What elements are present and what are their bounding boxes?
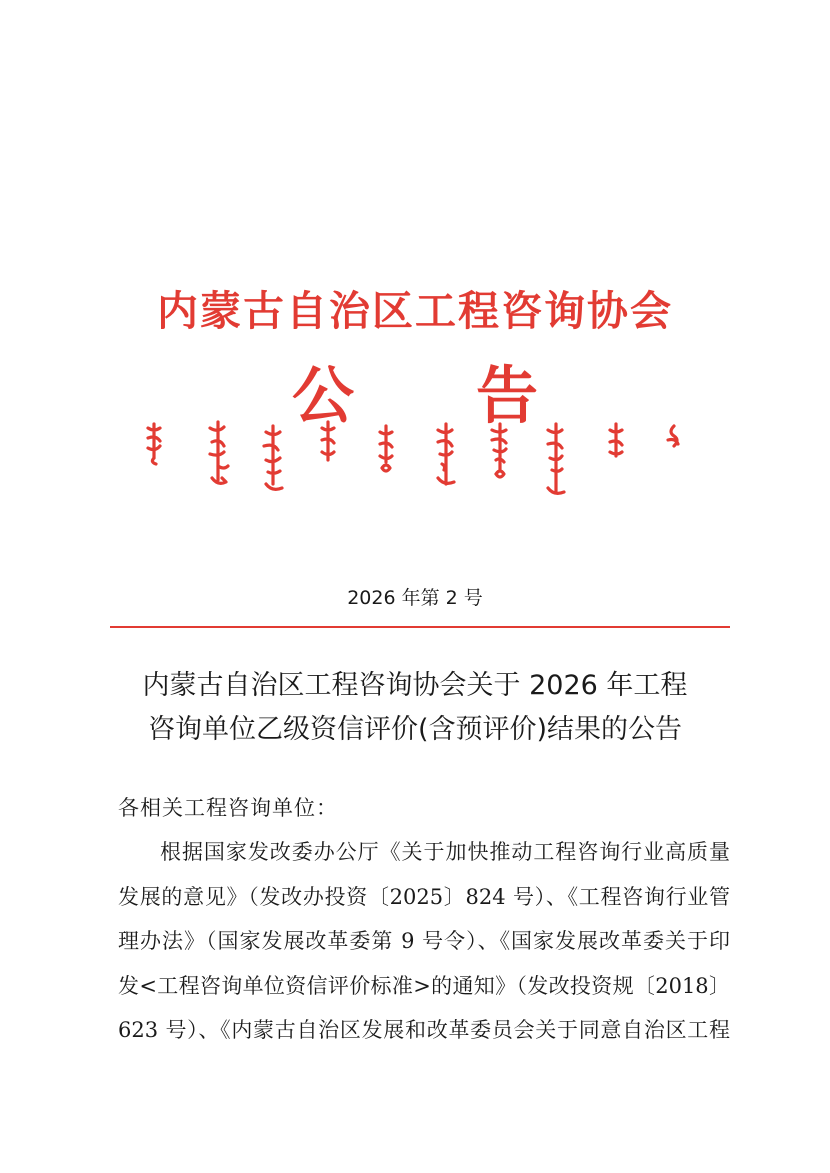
body-line: 623 号）、《内蒙古自治区发展和改革委员会关于同意自治区工程 [118, 1018, 730, 1042]
body-line: 发展的意见》（发改办投资〔2025〕824 号）、《工程咨询行业管 [118, 884, 730, 909]
body-paragraph [118, 830, 730, 1053]
document-title [100, 664, 730, 752]
document-number: 2026 年第 2 号 [347, 587, 483, 609]
mongolian-script-title [138, 418, 698, 518]
salutation: 各相关工程咨询单位： [118, 796, 338, 820]
body-line: 发<工程咨询单位资信评价标准>的通知》（发改投资规〔2018〕 [118, 973, 730, 998]
red-divider-line [110, 626, 730, 628]
header-org-name: 内蒙古自治区工程咨询协会 [157, 287, 673, 335]
mongolian-script-graphic [138, 418, 698, 518]
notice-char-1: 公 [291, 359, 354, 432]
body-line: 根据国家发改委办公厅《关于加快推动工程咨询行业高质量 [160, 840, 730, 864]
body-line: 理办法》（国家发展改革委第 9 号令）、《国家发展改革委关于印 [118, 929, 730, 953]
title-line-2: 咨询单位乙级资信评价(含预评价)结果的公告 [147, 714, 683, 745]
notice-char-2: 告 [476, 359, 539, 432]
title-line-1: 内蒙古自治区工程咨询协会关于 2026 年工程 [142, 670, 688, 701]
